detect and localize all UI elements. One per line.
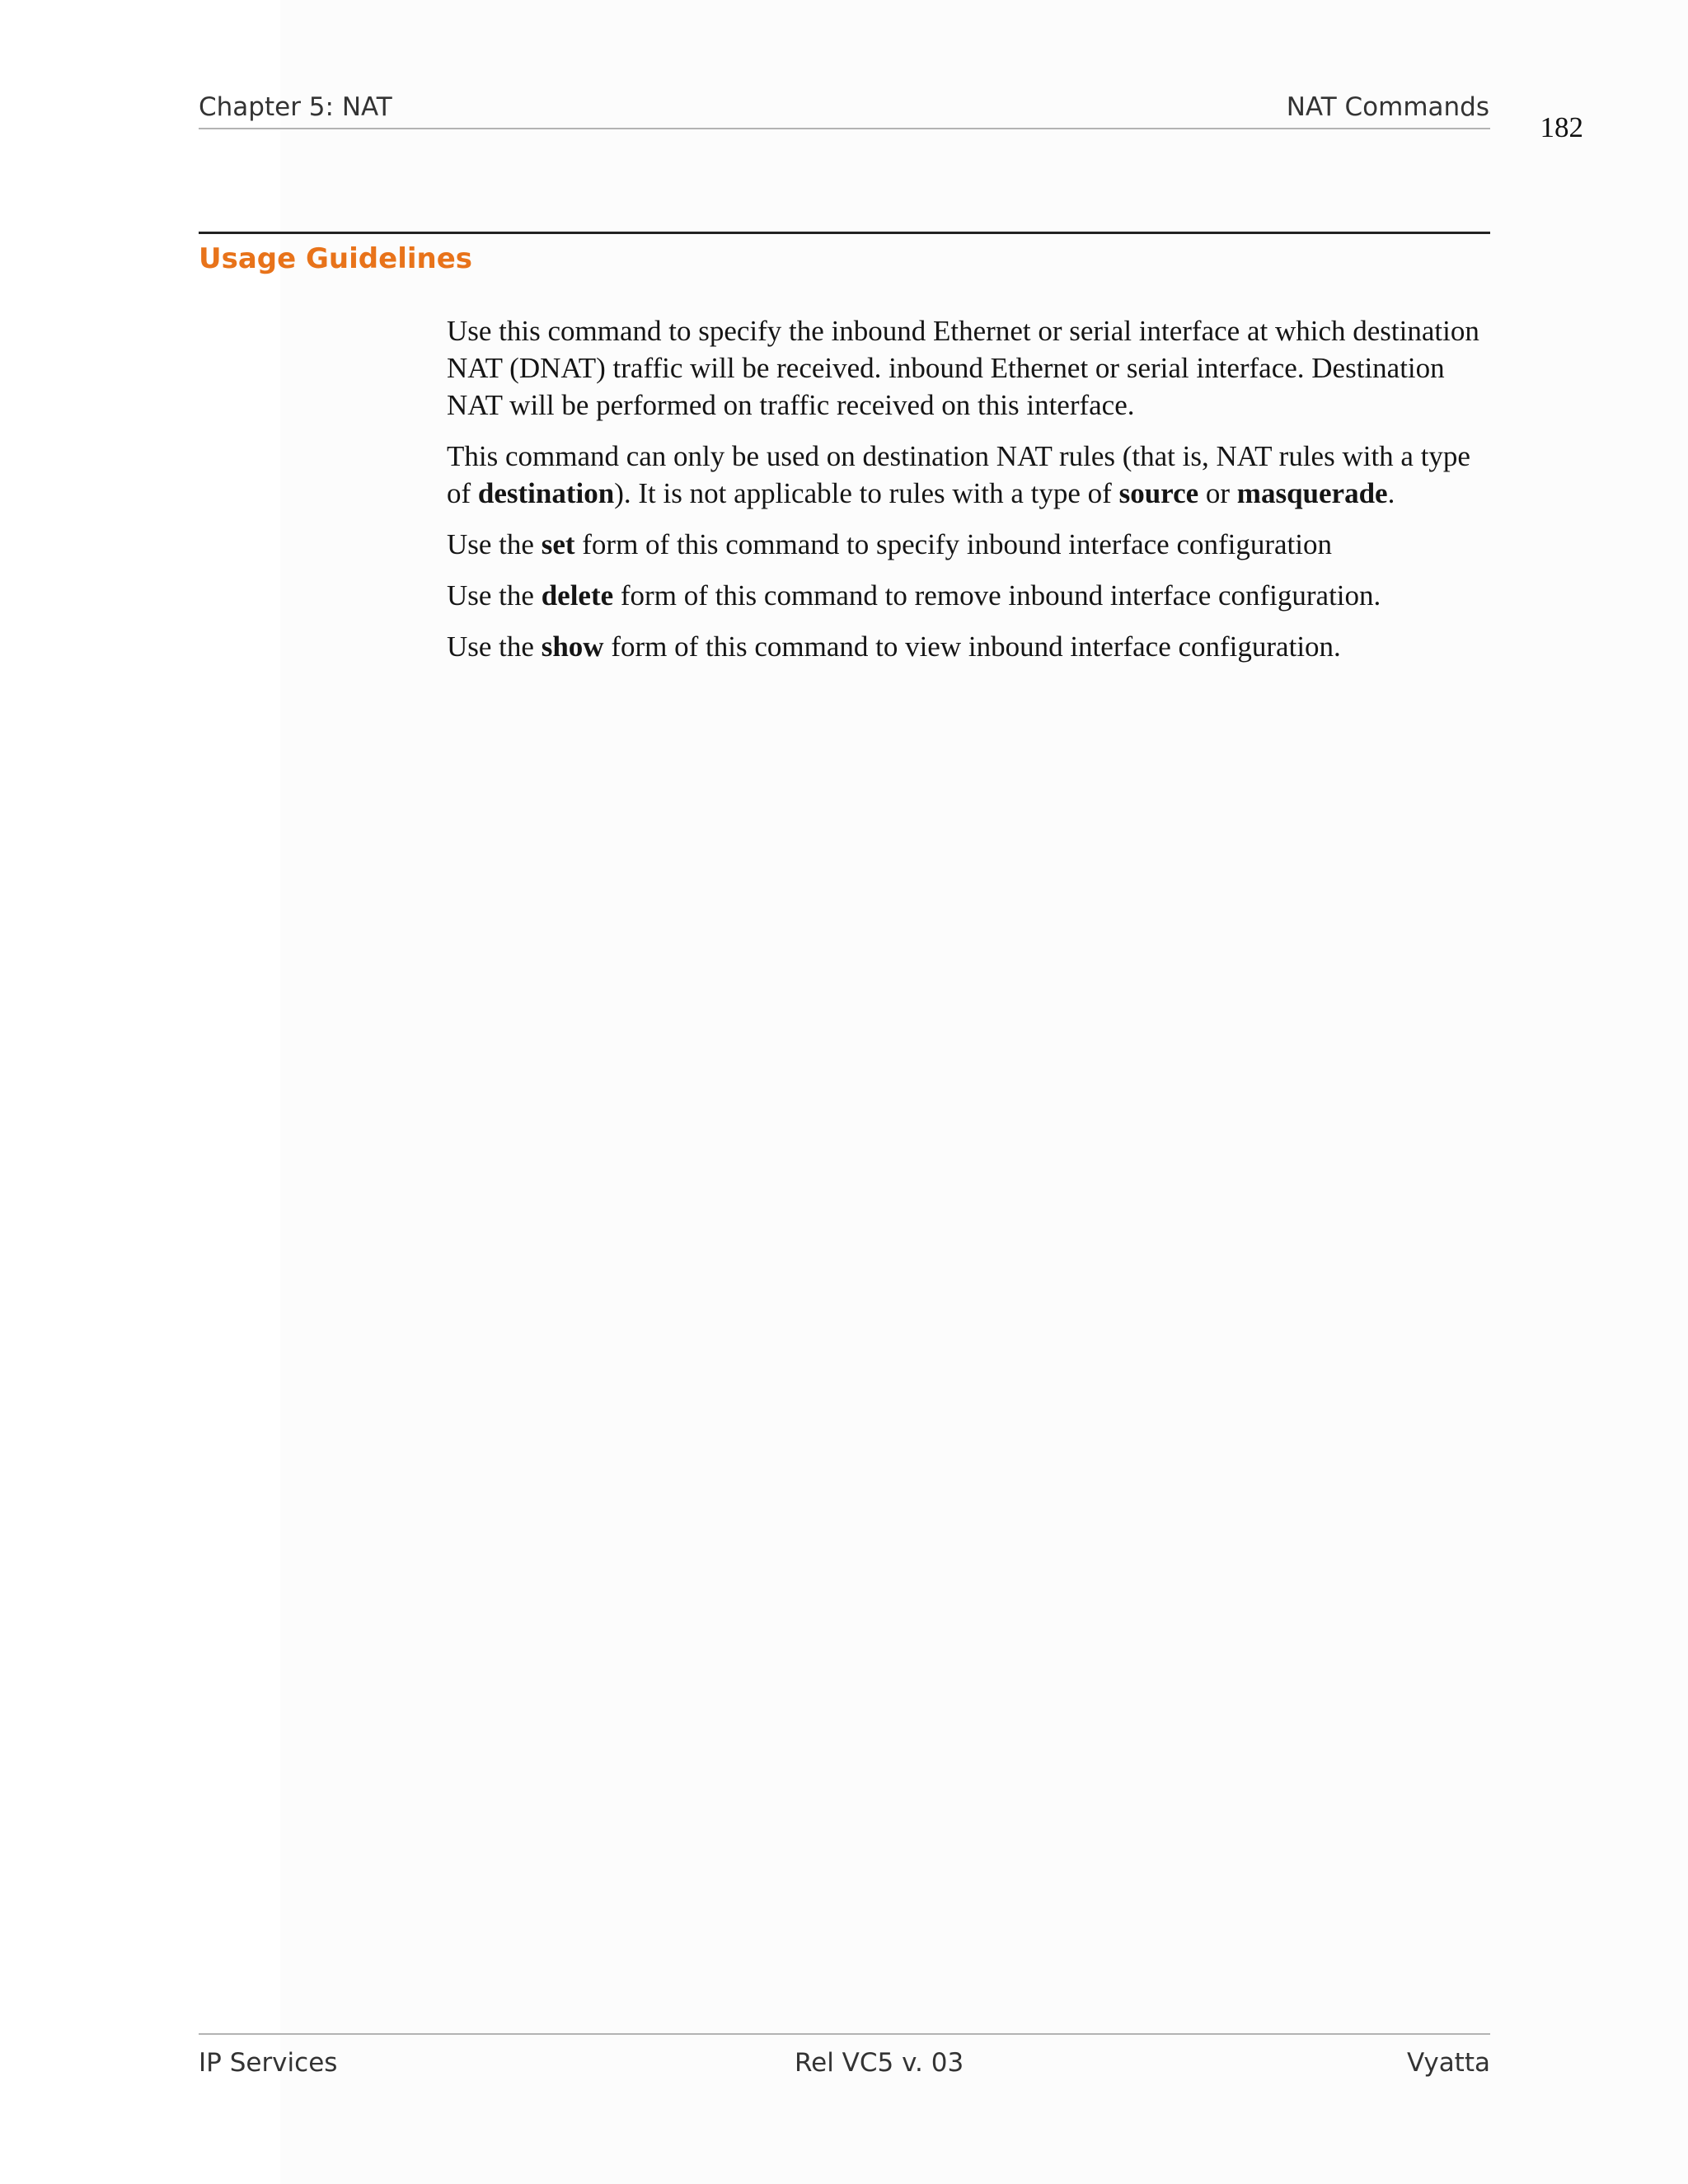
section-body — [447, 312, 1493, 679]
paragraph-delete-form — [447, 577, 1493, 614]
running-header-chapter: Chapter 5: NAT — [199, 92, 392, 122]
text-run: Use the — [447, 579, 542, 612]
paragraph-description: Use this command to specify the inbound Ethernet or serial interface at which destination NAT (DNAT) traffic will be received. inbound Ethernet or serial interface. Destination NAT will be performed on traffic received on this interface. — [447, 315, 1479, 421]
paragraph-rule-types — [447, 438, 1493, 512]
text-run: Use the — [447, 528, 542, 560]
page-footer — [199, 2046, 1490, 2079]
keyword-source: source — [1118, 477, 1199, 509]
text-run: . — [1387, 477, 1395, 509]
footer-release: Rel VC5 v. 03 — [795, 2048, 964, 2078]
keyword-destination: destination — [477, 477, 615, 509]
footer-company: Vyatta — [1406, 2048, 1490, 2078]
section-heading: Usage Guidelines — [199, 242, 472, 275]
header-divider — [199, 128, 1490, 129]
text-run: Use the — [447, 630, 542, 663]
keyword-set: set — [541, 528, 575, 560]
text-run: form of this command to remove inbound interface configuration. — [613, 579, 1381, 612]
running-header-section: NAT Commands — [1286, 92, 1489, 122]
section-divider — [199, 232, 1490, 234]
page-number: 182 — [1540, 111, 1583, 143]
footer-book-title: IP Services — [199, 2048, 338, 2078]
footer-divider — [199, 2033, 1490, 2035]
keyword-masquerade: masquerade — [1236, 477, 1388, 509]
text-run: form of this command to specify inbound interface configuration — [574, 528, 1333, 560]
paragraph-set-form — [447, 526, 1493, 563]
paragraph-show-form — [447, 628, 1493, 665]
text-run: ). It is not applicable to rules with a type of — [614, 477, 1119, 509]
text-run: form of this command to view inbound interface configuration. — [603, 630, 1341, 663]
keyword-delete: delete — [541, 579, 614, 612]
text-run: This command can only be used on destination NAT rules (that is, NAT rules with a type of — [447, 440, 1470, 509]
keyword-show: show — [541, 630, 604, 663]
text-run: or — [1198, 477, 1237, 509]
